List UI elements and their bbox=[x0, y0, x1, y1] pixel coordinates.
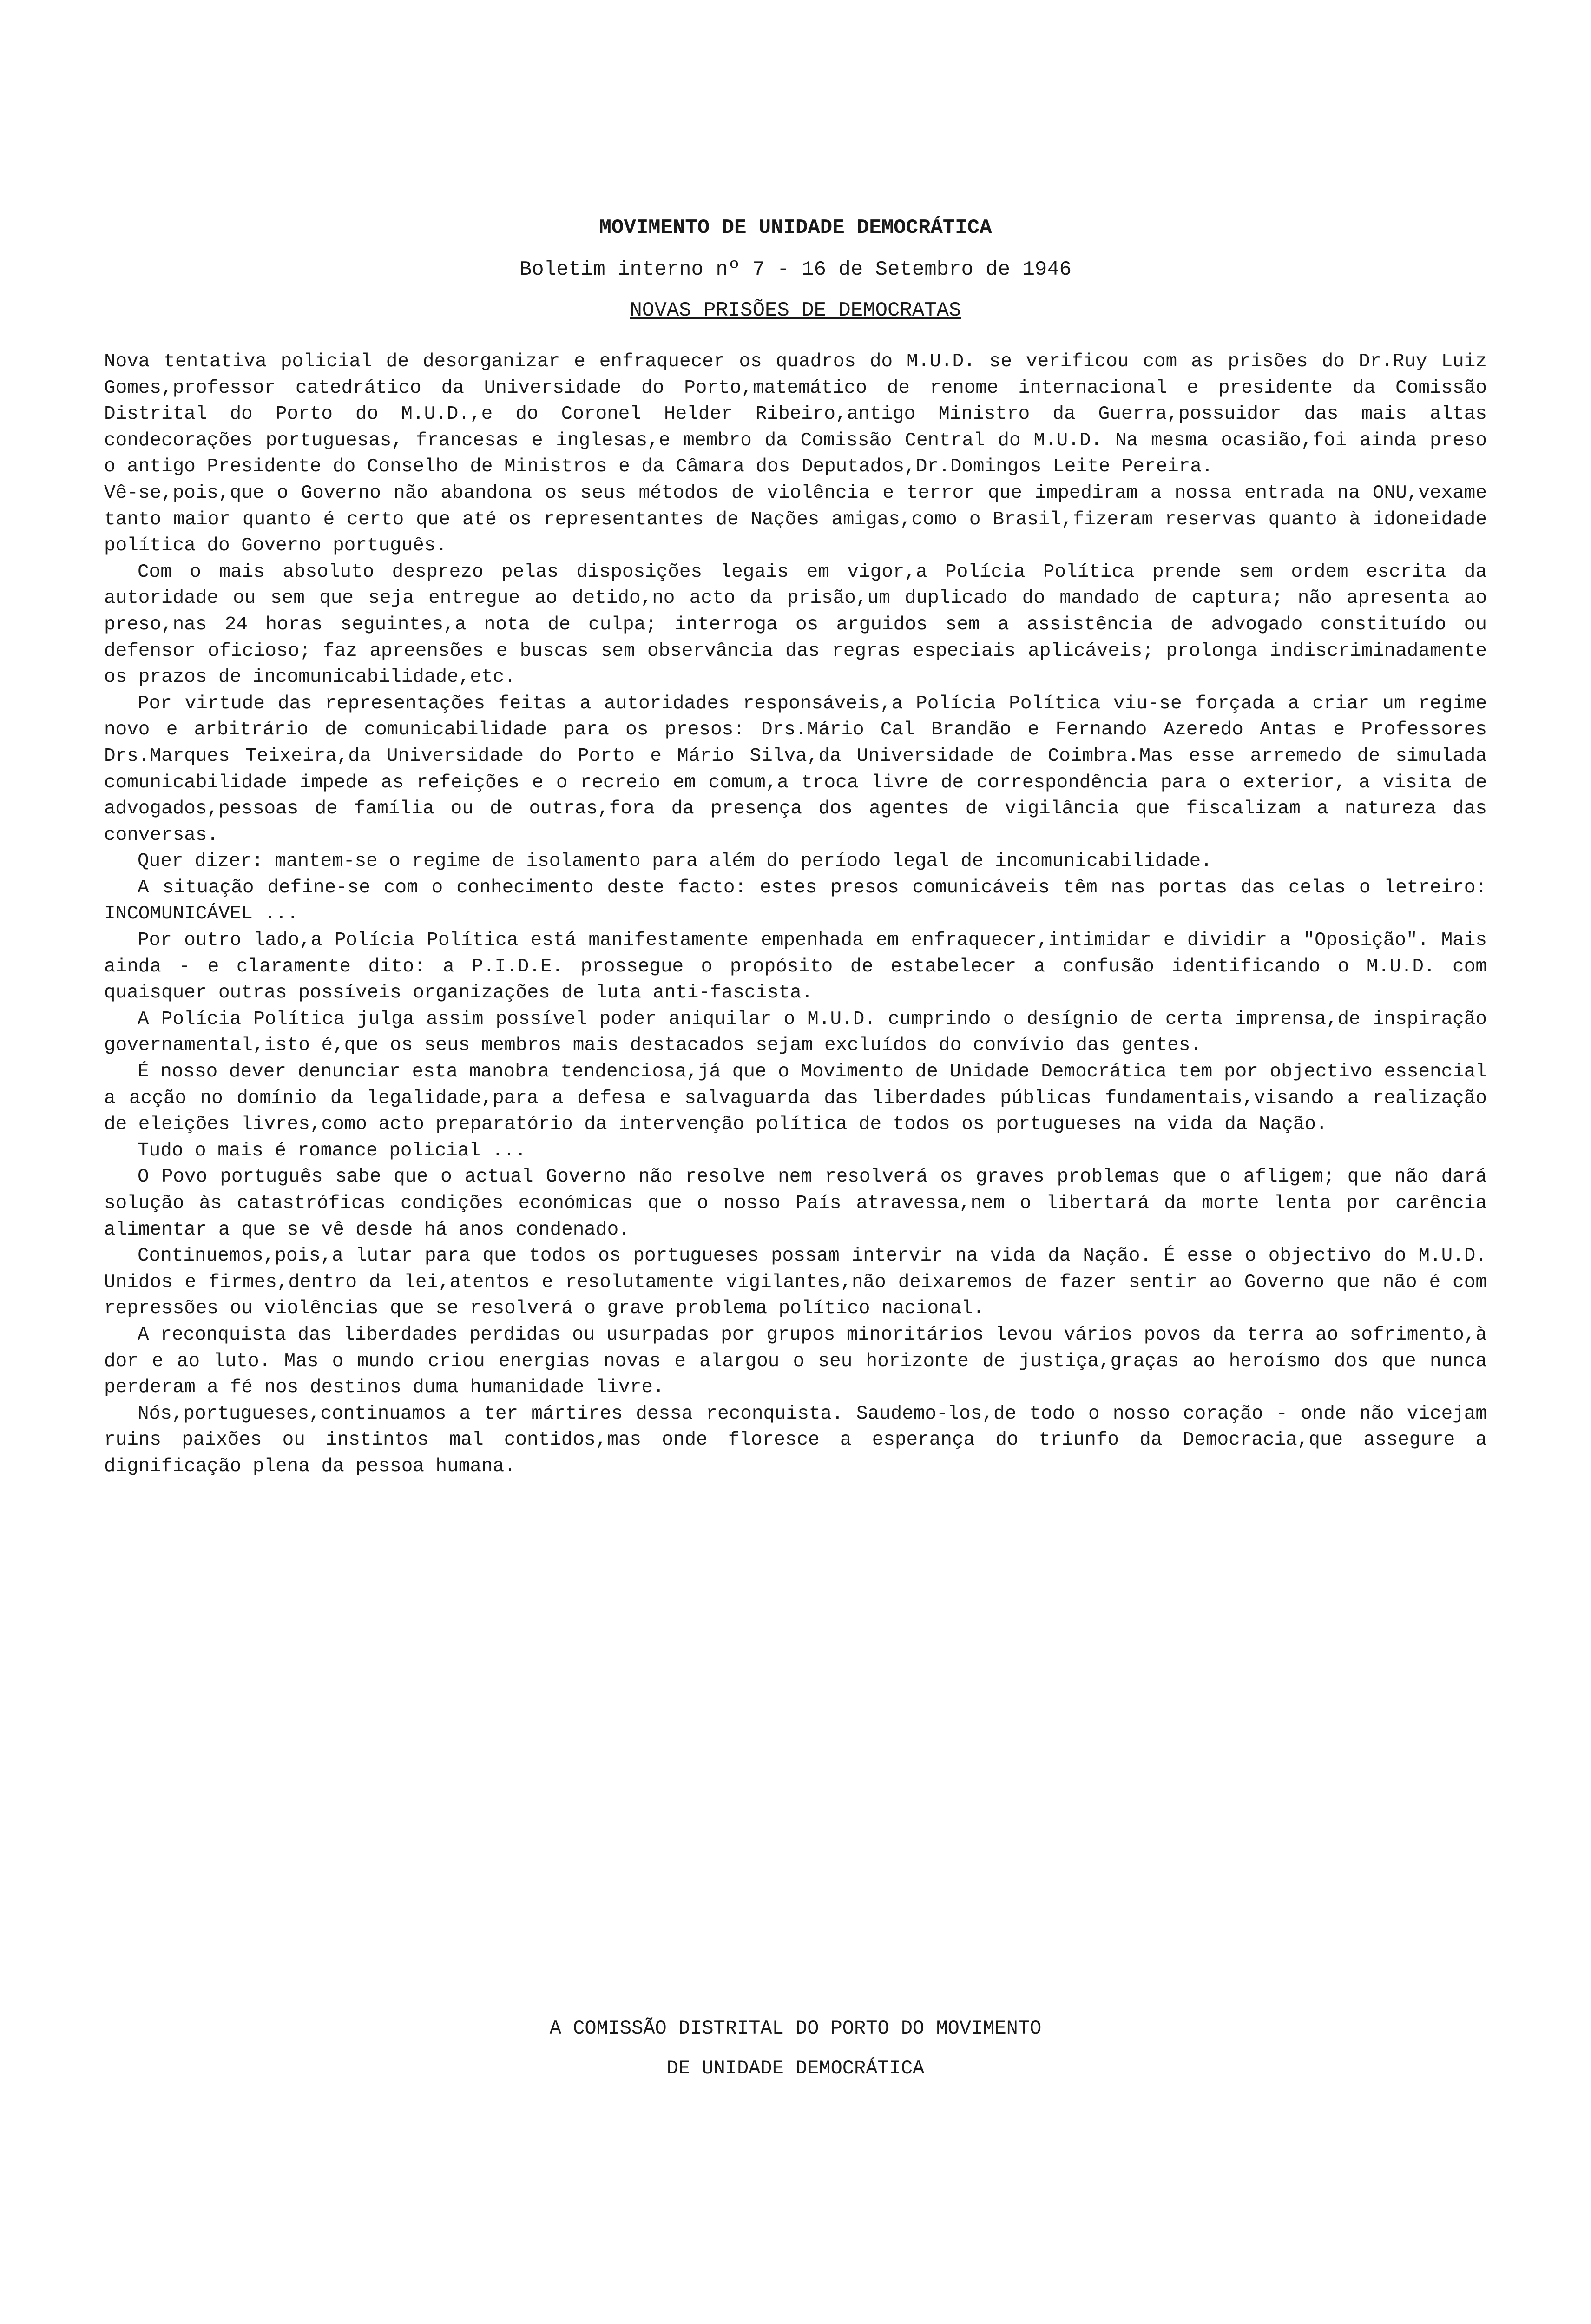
signature-line-2: DE UNIDADE DEMOCRÁTICA bbox=[666, 2057, 925, 2080]
paragraph-7: Por outro lado,a Polícia Política está manifestamente empenhada em enfraquecer,intimidar e dividir a "Oposição". Mais ainda - e claramente dito: a P.I.D.E. prossegue o propósito de estabelecer a confusão identificando o M.U.D. com quaisquer outras possíveis organizações de luta anti-fascista. bbox=[104, 930, 1487, 1004]
paragraph-12: Continuemos,pois,a lutar para que todos os portugueses possam intervir na vida da Nação. É esse o objectivo do M.U.D. Unidos e firmes,dentro da lei,atentos e resolutamente vigilantes,não deixaremos de fazer sentir ao Governo que não é com repressões ou violências que se resolverá o grave problema político nacional. bbox=[104, 1245, 1487, 1320]
paragraph-4: Por virtude das representações feitas a autoridades responsáveis,a Polícia Política viu-se forçada a criar um regime novo e arbitrário de comunicabilidade para os presos: Drs.Mário Cal Brandão e Fernando Azeredo Antas e Professores Drs.Marques Teixeira,da Universidade do Porto e Mário Silva,da Universidade de Coimbra.Mas esse arremedo de simulada comunicabilidade impede as refeições e o recreio em comum,a troca livre de correspondência para o exterior, a visita de advogados,pessoas de família ou de outras,fora da presença dos agentes de vigilância que fiscalizam a natureza das conversas. bbox=[104, 693, 1487, 846]
paragraph-3: Com o mais absoluto desprezo pelas disposições legais em vigor,a Polícia Política prende sem ordem escrita da autoridade ou sem que seja entregue ao detido,no acto da prisão,um duplicado do mandado de captura; não apresenta ao preso,nas 24 horas seguintes,a nota de culpa; interroga os arguidos sem a assistência de advogado constituído ou defensor oficioso; faz apreensões e buscas sem observância das regras especiais aplicáveis; prolonga indiscriminadamente os prazos de incomunicabilidade,etc. bbox=[104, 561, 1487, 688]
paragraph-2: Vê-se,pois,que o Governo não abandona os seus métodos de violência e terror que impediram a nossa entrada na ONU,vexame tanto maior quanto é certo que até os representantes de Nações amigas,como o Brasil,fizeram reservas quanto à idoneidade política do Governo português. bbox=[104, 482, 1487, 557]
bulletin-line: Boletim interno nº 7 - 16 de Setembro de 1946 bbox=[519, 258, 1072, 281]
paragraph-8: A Polícia Política julga assim possível poder aniquilar o M.U.D. cumprindo o desígnio de certa imprensa,de inspiração governamental,isto é,que os seus membros mais destacados sejam excluídos do convívio das gentes. bbox=[104, 1008, 1487, 1056]
document-body bbox=[104, 349, 1487, 1480]
paragraph-11: O Povo português sabe que o actual Governo não resolve nem resolverá os graves problemas que o afligem; que não dará solução às catastróficas condições económicas que o nosso País atravessa,nem o libertará da morte lenta por carência alimentar a que se vê desde há anos condenado. bbox=[104, 1166, 1487, 1241]
paragraph-13: A reconquista das liberdades perdidas ou usurpadas por grupos minoritários levou vários povos da terra ao sofrimento,à dor e ao luto. Mas o mundo criou energias novas e alargou o seu horizonte de justiça,graças ao heroísmo dos que nunca perderam a fé nos destinos duma humanidade livre. bbox=[104, 1324, 1487, 1399]
paragraph-1: Nova tentativa policial de desorganizar e enfraquecer os quadros do M.U.D. se verificou com as prisões do Dr.Ruy Luiz Gomes,professor catedrático da Universidade do Porto,matemático de renome internacional e presidente da Comissão Distrital do Porto do M.U.D.,e do Coronel Helder Ribeiro,antigo Ministro da Guerra,possuidor das mais altas condecorações portuguesas, francesas e inglesas,e membro da Comissão Central do M.U.D. Na mesma ocasião,foi ainda preso o antigo Presidente do Conselho de Ministros e da Câmara dos Deputados,Dr.Domingos Leite Pereira. bbox=[104, 351, 1487, 478]
paragraph-6: A situação define-se com o conhecimento deste facto: estes presos comunicáveis têm nas portas das celas o letreiro: INCOMUNICÁVEL ... bbox=[104, 877, 1487, 925]
organization-title: MOVIMENTO DE UNIDADE DEMOCRÁTICA bbox=[599, 216, 992, 239]
paragraph-14: Nós,portugueses,continuamos a ter mártires dessa reconquista. Saudemo-los,de todo o nosso coração - onde não vicejam ruins paixões ou instintos mal contidos,mas onde floresce a esperança do triunfo da Democracia,que assegure a dignificação plena da pessoa humana. bbox=[104, 1403, 1487, 1477]
paragraph-9: É nosso dever denunciar esta manobra tendenciosa,já que o Movimento de Unidade Democrática tem por objectivo essencial a acção no domínio da legalidade,para a defesa e salvaguarda das liberdades públicas fundamentais,visando a realização de eleições livres,como acto preparatório da intervenção política de todos os portugueses na vida da Nação. bbox=[104, 1061, 1487, 1136]
paragraph-5: Quer dizer: mantem-se o regime de isolamento para além do período legal de incomunicabilidade. bbox=[138, 851, 1212, 872]
section-heading: NOVAS PRISÕES DE DEMOCRATAS bbox=[630, 299, 961, 322]
signature-line-1: A COMISSÃO DISTRITAL DO PORTO DO MOVIMENTO bbox=[549, 2017, 1042, 2040]
paragraph-10: Tudo o mais é romance policial ... bbox=[138, 1140, 526, 1162]
